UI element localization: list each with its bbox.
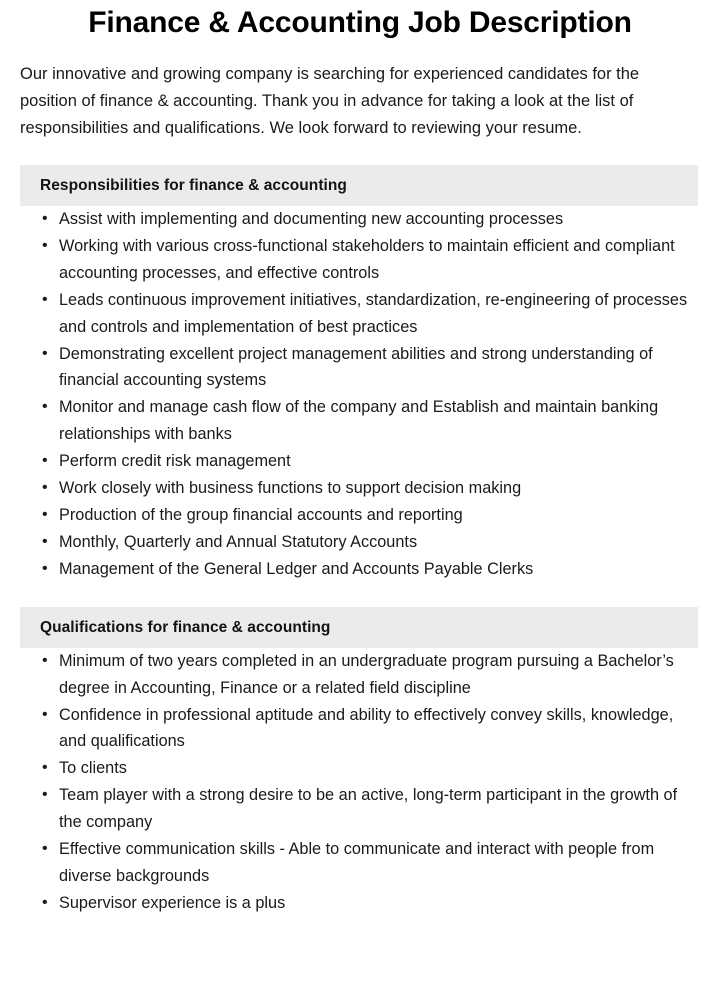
section-header-responsibilities (20, 165, 698, 206)
list-item: • Leads continuous improvement initiatives, standardization, re-engineering of processes and controls and implementation of best practices (0, 287, 720, 341)
responsibilities-list (0, 206, 720, 583)
page-title: Finance & Accounting Job Description (88, 6, 632, 39)
intro-paragraph: Our innovative and growing company is searching for experienced candidates for the position of finance & accounting. Thank you in advance for taking a look at the list of responsibilities and qualifications. We look forward to reviewing your resume. (20, 65, 640, 137)
list-item: • Perform credit risk management (0, 448, 720, 475)
list-item: • Monthly, Quarterly and Annual Statutory Accounts (0, 529, 720, 556)
list-item: • Effective communication skills - Able to communicate and interact with people from diverse backgrounds (0, 836, 720, 890)
list-item: • Management of the General Ledger and Accounts Payable Clerks (0, 556, 720, 583)
section-header-qualifications-label: Qualifications for finance & accounting (40, 618, 331, 636)
section-responsibilities (0, 165, 720, 583)
list-item: • Demonstrating excellent project management abilities and strong understanding of financial accounting systems (0, 341, 720, 395)
list-item: • Working with various cross-functional stakeholders to maintain efficient and compliant accounting processes, and effective controls (0, 233, 720, 287)
qualifications-list (0, 648, 720, 917)
list-item: • Supervisor experience is a plus (0, 890, 720, 917)
list-item: • Team player with a strong desire to be an active, long-term participant in the growth of the company (0, 782, 720, 836)
list-item: • Confidence in professional aptitude and ability to effectively convey skills, knowledge, and qualifications (0, 702, 720, 756)
section-header-responsibilities-label: Responsibilities for finance & accounting (40, 177, 347, 194)
list-item: • Assist with implementing and documenting new accounting processes (0, 206, 720, 233)
section-header-qualifications (20, 607, 698, 648)
list-item: • Minimum of two years completed in an undergraduate program pursuing a Bachelor’s degree in Accounting, Finance or a related field discipline (0, 648, 720, 702)
list-item: • Monitor and manage cash flow of the company and Establish and maintain banking relationships with banks (0, 394, 720, 448)
list-item: • To clients (0, 755, 720, 782)
list-item: • Work closely with business functions to support decision making (0, 475, 720, 502)
section-qualifications (0, 607, 720, 917)
job-description-page (0, 4, 720, 1007)
list-item: • Production of the group financial accounts and reporting (0, 502, 720, 529)
